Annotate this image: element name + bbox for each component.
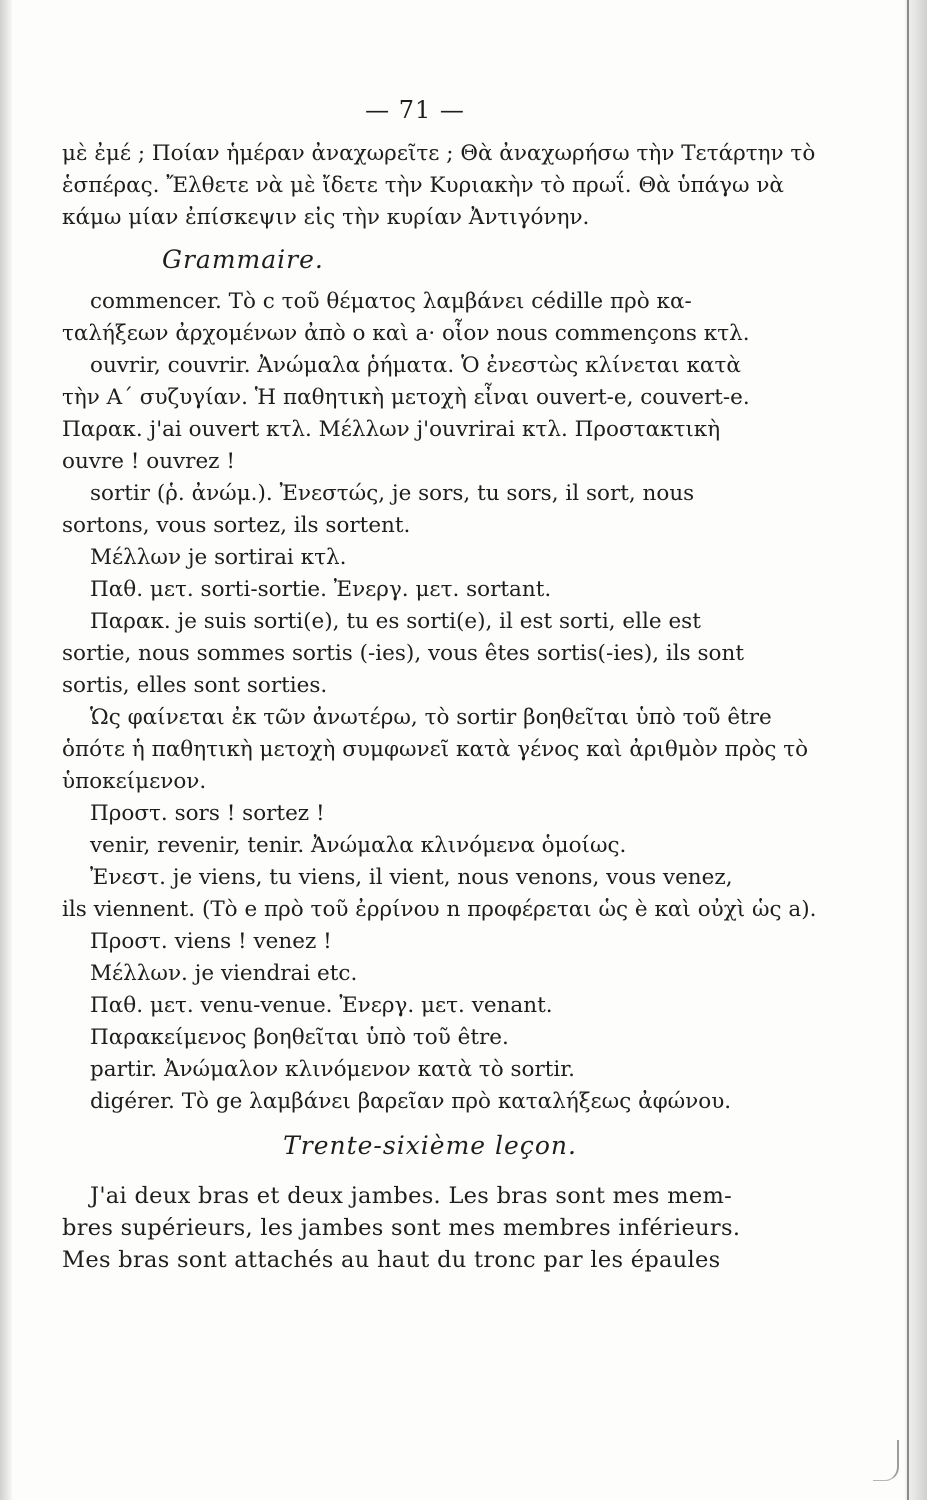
digerer-line: digérer. Τὸ ge λαμβάνει βαρεῖαν πρὸ καταλήξεως ἀφώνου. [90, 1089, 732, 1114]
text-line: μὲ ἐμέ ; Ποίαν ἡμέραν ἀναχωρεῖτε ; Θὰ ἀναχωρήσω τὴν Τετάρτην τὸ [62, 141, 816, 166]
left-page-edge [0, 0, 12, 1500]
dialogue-paragraph [62, 138, 816, 234]
text-line: Ἐνεστ. je viens, tu viens, il vient, nous venons, vous venez, [90, 865, 733, 890]
grammar-heading: Grammaire. [162, 245, 324, 274]
text-line: Παθ. μετ. sorti-sortie. Ἐνεργ. μετ. sortant. [90, 577, 552, 602]
venir-paragraph [62, 830, 817, 1054]
text-line: ἑσπέρας. Ἔλθετε νὰ μὲ ἴδετε τὴν Κυριακὴν τὸ πρωΐ. Θὰ ὑπάγω νὰ [62, 173, 784, 198]
text-line: sortir (ῥ. ἀνώμ.). Ἐνεστώς, je sors, tu sors, il sort, nous [90, 481, 695, 506]
text-line: Μέλλων. je viendrai etc. [90, 961, 358, 986]
sortir-paragraph [62, 478, 809, 830]
text-line: ouvrir, couvrir. Ἀνώμαλα ῥήματα. Ὁ ἐνεστὼς κλίνεται κατὰ [90, 353, 741, 378]
ouvrir-paragraph [62, 350, 798, 478]
page-edge-line [907, 0, 909, 1500]
text-line: Παθ. μετ. venu-venue. Ἐνεργ. μετ. venant. [90, 993, 553, 1018]
text-line: Ὡς φαίνεται ἐκ τῶν ἀνωτέρω, τὸ sortir βοηθεῖται ὑπὸ τοῦ être [90, 705, 772, 730]
text-line: Παρακείμενος βοηθεῖται ὑπὸ τοῦ être. [90, 1025, 509, 1050]
page-corner-fold [873, 1440, 899, 1481]
lesson-paragraph [62, 1180, 798, 1276]
text-line: Παρακ. je suis sorti(e), tu es sorti(e), il est sorti, elle est [90, 609, 701, 634]
text-line: ils viennent. (Τὸ e πρὸ τοῦ ἐρρίνου n προφέρεται ὡς è καὶ οὐχὶ ὡς a). [62, 897, 817, 922]
text-line: sortons, vous sortez, ils sortent. [62, 513, 411, 538]
text-line: sortie, nous sommes sortis (-ies), vous êtes sortis(-ies), ils sont [62, 641, 744, 666]
text-line: κάμω μίαν ἐπίσκεψιν εἰς τὴν κυρίαν Ἀντιγόνην. [62, 205, 590, 230]
text-line: Μέλλων je sortirai κτλ. [90, 545, 347, 570]
partir-line: partir. Ἀνώμαλον κλινόμενον κατὰ τὸ sortir. [90, 1057, 575, 1082]
text-line: commencer. Τὸ c τοῦ θέματος λαμβάνει cédille πρὸ κα- [90, 289, 692, 314]
text-line: venir, revenir, tenir. Ἀνώμαλα κλινόμενα ὁμοίως. [90, 833, 627, 858]
lesson-heading: Trente-sixième leçon. [283, 1131, 577, 1160]
text-line: Mes bras sont attachés au haut du tronc par les épaules [62, 1247, 721, 1273]
commencer-paragraph [62, 286, 798, 350]
text-line: ταλήξεων ἀρχομένων ἀπὸ o καὶ a· οἷον nous commençons κτλ. [62, 321, 750, 346]
text-line: ὑποκείμενον. [62, 769, 207, 794]
text-line: J'ai deux bras et deux jambes. Les bras sont mes mem- [90, 1183, 732, 1209]
text-line: Προστ. viens ! venez ! [90, 929, 332, 954]
text-line: bres supérieurs, les jambes sont mes membres inférieurs. [62, 1215, 741, 1241]
page-number: — 71 — [365, 96, 465, 124]
text-line: ouvre ! ouvrez ! [62, 449, 235, 474]
text-line: sortis, elles sont sorties. [62, 673, 328, 698]
text-line: τὴν Α΄ συζυγίαν. Ἡ παθητικὴ μετοχὴ εἶναι ouvert-e, couvert-e. [62, 385, 750, 410]
text-line: ὁπότε ἡ παθητικὴ μετοχὴ συμφωνεῖ κατὰ γένος καὶ ἀριθμὸν πρὸς τὸ [62, 737, 809, 762]
page-body [62, 138, 817, 1276]
text-line: Προστ. sors ! sortez ! [90, 801, 325, 826]
text-line: Παρακ. j'ai ouvert κτλ. Μέλλων j'ouvrirai κτλ. Προστακτικὴ [62, 417, 721, 442]
